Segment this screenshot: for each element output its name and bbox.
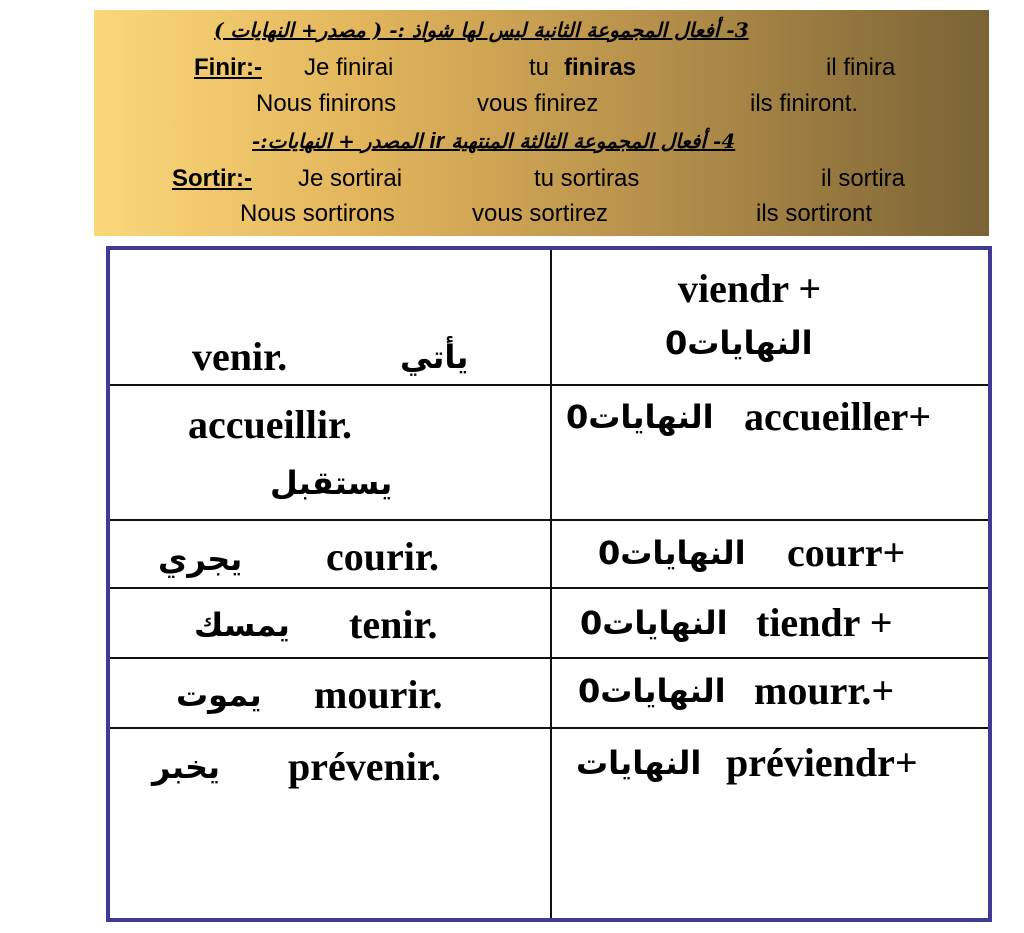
verb-courir: courir. <box>326 534 439 579</box>
arabic-tenir: يمسك <box>194 606 290 644</box>
group4-heading <box>252 127 735 155</box>
verb-accueillir: accueillir. <box>188 402 353 447</box>
conjugation-banner <box>94 10 989 236</box>
sortir-tu: tu sortiras <box>534 165 640 192</box>
arabic-venir: يأتي <box>400 338 469 376</box>
verb-table <box>106 246 992 922</box>
row-divider <box>110 657 988 659</box>
sortir-label: Sortir:- <box>172 165 252 192</box>
row-divider <box>110 587 988 589</box>
stem-venir: viendr + <box>678 266 822 311</box>
sortir-il: il sortira <box>821 165 906 192</box>
verb-venir: venir. <box>192 334 288 379</box>
finir-nous: Nous finirons <box>256 90 397 117</box>
finir-je: Je finirai <box>304 54 394 81</box>
finir-tu-form: finiras <box>564 54 637 81</box>
group4-heading-part1: 4- أفعال المجموعة الثالثة المنتهية <box>451 129 736 153</box>
column-divider <box>550 250 552 918</box>
verb-mourir: mourir. <box>314 672 443 717</box>
ending-accueillir: النهايات0 <box>566 398 714 436</box>
finir-vous: vous finirez <box>477 90 599 117</box>
arabic-courir: يجري <box>158 540 243 578</box>
row-divider <box>110 519 988 521</box>
group3-heading: 3- أفعال المجموعة الثانية ليس لها شواذ :- ( مصدر+ النهايات ) <box>214 18 749 42</box>
ending-mourir: النهايات0 <box>578 672 726 710</box>
stem-courir: courr+ <box>787 530 906 575</box>
stem-accueillir: accueiller+ <box>744 394 932 439</box>
verb-tenir: tenir. <box>349 602 438 647</box>
finir-label: Finir:- <box>194 54 262 81</box>
ending-venir: النهايات0 <box>665 324 813 362</box>
group4-heading-part2: المصدر + النهايات:- <box>252 129 423 153</box>
row-divider <box>110 727 988 729</box>
sortir-ils: ils sortiront <box>756 200 873 227</box>
ending-prevenir: النهايات <box>576 744 702 782</box>
arabic-mourir: يموت <box>176 676 262 714</box>
stem-prevenir: préviendr+ <box>726 740 918 785</box>
row-divider <box>110 384 988 386</box>
group4-heading-ir: ir <box>429 128 445 153</box>
arabic-prevenir: يخبر <box>152 748 221 786</box>
finir-il: il finira <box>826 54 896 81</box>
finir-ils: ils finiront. <box>750 90 859 117</box>
arabic-accueillir: يستقبل <box>270 464 393 502</box>
stem-tenir: tiendr + <box>756 600 893 645</box>
sortir-je: Je sortirai <box>298 165 403 192</box>
ending-courir: النهايات0 <box>598 534 746 572</box>
finir-tu-pronoun: tu <box>529 54 550 81</box>
stem-mourir: mourr.+ <box>754 668 895 713</box>
verb-prevenir: prévenir. <box>288 744 441 789</box>
ending-tenir: النهايات0 <box>580 604 728 642</box>
sortir-nous: Nous sortirons <box>240 200 395 227</box>
sortir-vous: vous sortirez <box>472 200 609 227</box>
